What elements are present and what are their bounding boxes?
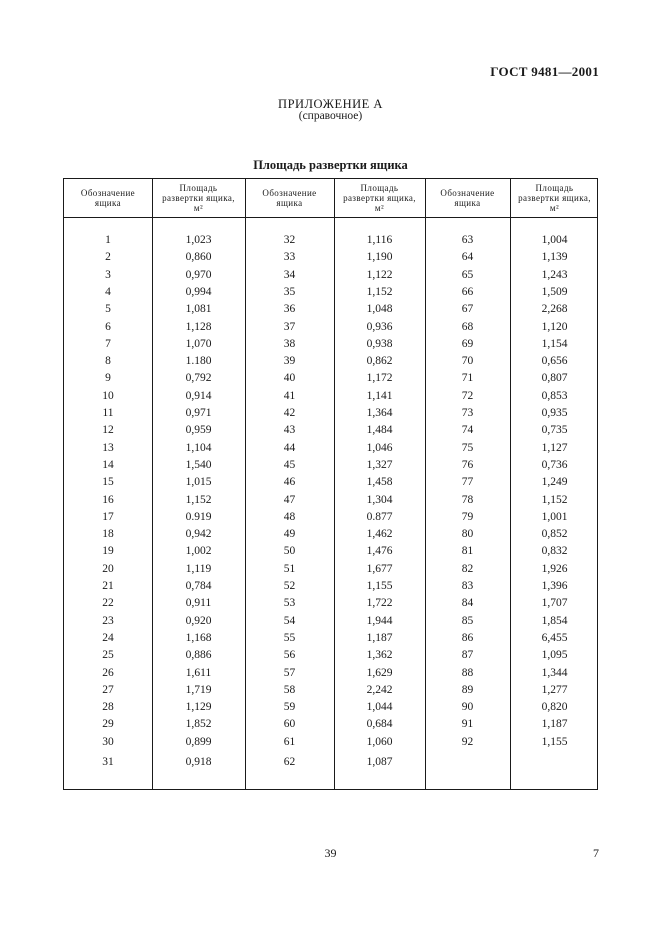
box-designation-cell: 12 xyxy=(102,424,114,437)
box-designation-cell: 77 xyxy=(461,476,474,489)
box-designation-cell: 53 xyxy=(283,597,296,610)
box-designation-cell: 51 xyxy=(283,562,296,575)
box-designation-cell: 90 xyxy=(461,701,474,714)
box-designation-cell: 40 xyxy=(283,372,296,385)
box-designation-cell: 69 xyxy=(461,337,474,350)
box-designation-cell: 76 xyxy=(461,458,474,471)
box-designation-cell: 58 xyxy=(283,683,296,696)
box-designation-cell: 35 xyxy=(283,285,296,298)
box-designation-cell: 85 xyxy=(461,614,474,627)
box-designation-cell: 59 xyxy=(283,701,296,714)
box-area-cell: 1,015 xyxy=(185,476,212,489)
box-designation-cell: 47 xyxy=(283,493,296,506)
box-area-cell: 0,938 xyxy=(366,337,393,350)
page-number: 39 xyxy=(324,846,337,860)
box-area-cell: 1,141 xyxy=(366,389,393,402)
box-area-cell: 0,860 xyxy=(185,251,212,264)
box-designation-cell: 52 xyxy=(283,580,296,592)
box-designation-cell: 61 xyxy=(283,735,296,748)
box-designation-cell: 43 xyxy=(283,424,296,437)
box-designation-cell: 37 xyxy=(283,320,296,333)
box-area-cell: 0,970 xyxy=(185,268,212,281)
box-designation-cell: 83 xyxy=(461,580,474,592)
box-designation-cell: 84 xyxy=(461,597,474,610)
box-area-cell: 2,268 xyxy=(541,303,568,316)
box-area-cell: 1,129 xyxy=(185,701,212,714)
box-area-cell: 1,540 xyxy=(185,458,212,471)
box-area-cell: 0,914 xyxy=(185,389,212,402)
box-designation-cell: 19 xyxy=(102,545,114,558)
box-designation-cell: 28 xyxy=(102,701,114,714)
box-area-cell: 1,462 xyxy=(366,528,393,541)
box-area-cell: 0,736 xyxy=(541,458,568,471)
box-designation-cell: 11 xyxy=(102,407,114,419)
box-designation-cell: 32 xyxy=(283,234,296,246)
box-designation-cell: 18 xyxy=(102,528,114,541)
box-designation-cell: 70 xyxy=(461,355,474,368)
header-box-designation: Обозначение ящика xyxy=(262,188,317,208)
box-designation-cell: 82 xyxy=(461,562,474,575)
box-area-cell: 1,046 xyxy=(366,441,393,454)
box-area-cell: 1,044 xyxy=(366,701,393,714)
box-designation-cell: 9 xyxy=(105,372,111,385)
box-designation-cell: 74 xyxy=(461,424,474,437)
box-designation-cell: 54 xyxy=(283,614,296,627)
box-designation-cell: 39 xyxy=(283,355,296,368)
box-designation-cell: 22 xyxy=(102,597,114,610)
box-area-cell: 1,509 xyxy=(541,285,568,298)
box-designation-cell: 72 xyxy=(461,389,474,402)
box-designation-cell: 38 xyxy=(283,337,296,350)
box-designation-cell: 71 xyxy=(461,372,474,385)
box-designation-cell: 14 xyxy=(102,458,114,471)
box-area-cell: 1,304 xyxy=(366,493,393,506)
box-designation-cell: 63 xyxy=(461,234,474,246)
box-designation-cell: 24 xyxy=(102,631,114,644)
box-designation-cell: 48 xyxy=(283,510,296,523)
sheet-number: 7 xyxy=(593,846,599,860)
box-area-cell: 1,004 xyxy=(541,234,568,246)
box-designation-cell: 33 xyxy=(283,251,296,264)
box-area-cell: 1,484 xyxy=(366,424,393,437)
box-area-cell: 0,971 xyxy=(185,407,212,419)
box-designation-cell: 65 xyxy=(461,268,474,281)
box-designation-cell: 36 xyxy=(283,303,296,316)
box-area-cell: 1,081 xyxy=(185,303,212,316)
header-box-area: Площадь развертки ящика, м² xyxy=(518,183,591,213)
box-area-cell: 1,249 xyxy=(541,476,568,489)
box-area-cell: 1,168 xyxy=(185,631,212,644)
box-designation-cell: 88 xyxy=(461,666,474,679)
box-designation-cell: 3 xyxy=(105,268,111,281)
box-area-cell: 1,116 xyxy=(366,234,393,246)
box-designation-cell: 75 xyxy=(461,441,474,454)
header-box-area: Площадь развертки ящика, м² xyxy=(162,183,235,213)
box-designation-cell: 13 xyxy=(102,441,114,454)
box-area-cell: 0.877 xyxy=(366,510,393,523)
box-area-cell: 0,820 xyxy=(541,701,568,714)
box-area-cell: 1,152 xyxy=(185,493,212,506)
box-designation-cell: 34 xyxy=(283,268,296,281)
box-designation-cell: 21 xyxy=(102,580,114,592)
box-area-cell: 1,187 xyxy=(541,718,568,731)
box-designation-cell: 16 xyxy=(102,493,114,506)
box-area-cell: 1,396 xyxy=(541,580,568,592)
box-area-cell: 1,128 xyxy=(185,320,212,333)
box-area-cell: 1,155 xyxy=(541,735,568,748)
box-designation-cell: 60 xyxy=(283,718,296,731)
box-area-cell: 1,002 xyxy=(185,545,212,558)
box-area-cell: 1,277 xyxy=(541,683,568,696)
box-area-cell: 0,735 xyxy=(541,424,568,437)
box-designation-cell: 44 xyxy=(283,441,296,454)
box-area-cell: 1,926 xyxy=(541,562,568,575)
box-area-cell: 1,243 xyxy=(541,268,568,281)
box-designation-cell: 8 xyxy=(105,355,111,368)
box-area-cell: 1,187 xyxy=(366,631,393,644)
box-area-cell: 0,807 xyxy=(541,372,568,385)
box-designation-cell: 80 xyxy=(461,528,474,541)
box-area-cell: 0,936 xyxy=(366,320,393,333)
box-area-cell: 1,152 xyxy=(541,493,568,506)
annex-title: ПРИЛОЖЕНИЕ А xyxy=(278,97,383,111)
box-area-cell: 1,070 xyxy=(185,337,212,350)
box-designation-cell: 86 xyxy=(461,631,474,644)
header-divider xyxy=(64,217,597,218)
box-designation-cell: 31 xyxy=(102,756,114,768)
box-area-cell: 1,719 xyxy=(185,683,212,696)
box-area-cell: 0,853 xyxy=(541,389,568,402)
box-designation-cell: 57 xyxy=(283,666,296,679)
box-area-cell: 1,154 xyxy=(541,337,568,350)
box-area-cell: 0,994 xyxy=(185,285,212,298)
box-area-cell: 1,190 xyxy=(366,251,393,264)
box-designation-cell: 2 xyxy=(105,251,111,264)
box-area-cell: 1,023 xyxy=(185,234,212,246)
box-area-cell: 1,629 xyxy=(366,666,393,679)
box-area-cell: 0,886 xyxy=(185,649,212,662)
box-designation-cell: 4 xyxy=(105,285,111,298)
box-area-cell: 1,155 xyxy=(366,580,393,592)
box-area-cell: 1,476 xyxy=(366,545,393,558)
box-area-cell: 1,677 xyxy=(366,562,393,575)
box-area-cell: 1.180 xyxy=(185,355,212,368)
box-area-cell: 1,120 xyxy=(541,320,568,333)
box-area-cell: 1,087 xyxy=(366,756,393,768)
box-area-cell: 0,792 xyxy=(185,372,212,385)
box-designation-cell: 29 xyxy=(102,718,114,731)
box-area-cell: 1,095 xyxy=(541,649,568,662)
box-designation-cell: 27 xyxy=(102,683,114,696)
box-designation-cell: 20 xyxy=(102,562,114,575)
box-area-cell: 2,242 xyxy=(366,683,393,696)
box-designation-cell: 73 xyxy=(461,407,474,419)
box-area-cell: 1,611 xyxy=(185,666,212,679)
box-area-cell: 1,122 xyxy=(366,268,393,281)
box-area-cell: 1,707 xyxy=(541,597,568,610)
box-designation-cell: 50 xyxy=(283,545,296,558)
box-area-cell: 1,172 xyxy=(366,372,393,385)
box-area-table xyxy=(63,178,598,790)
box-area-cell: 1,001 xyxy=(541,510,568,523)
box-designation-cell: 49 xyxy=(283,528,296,541)
box-area-cell: 1,362 xyxy=(366,649,393,662)
header-box-designation: Обозначение ящика xyxy=(440,188,495,208)
box-area-cell: 6,455 xyxy=(541,631,568,644)
box-area-cell: 0,784 xyxy=(185,580,212,592)
box-designation-cell: 87 xyxy=(461,649,474,662)
box-designation-cell: 23 xyxy=(102,614,114,627)
box-designation-cell: 68 xyxy=(461,320,474,333)
box-area-cell: 0,832 xyxy=(541,545,568,558)
box-area-cell: 0,911 xyxy=(185,597,212,610)
header-box-designation: Обозначение ящика xyxy=(80,188,136,208)
box-area-cell: 1,127 xyxy=(541,441,568,454)
box-designation-cell: 5 xyxy=(105,303,111,316)
box-designation-cell: 89 xyxy=(461,683,474,696)
box-area-cell: 1,119 xyxy=(185,562,212,575)
box-area-cell: 1,327 xyxy=(366,458,393,471)
box-area-cell: 1,048 xyxy=(366,303,393,316)
box-area-cell: 0,959 xyxy=(185,424,212,437)
table-title: Площадь развертки ящика xyxy=(253,158,408,172)
box-designation-cell: 7 xyxy=(105,337,111,350)
box-area-cell: 1,139 xyxy=(541,251,568,264)
box-area-cell: 0,862 xyxy=(366,355,393,368)
box-designation-cell: 55 xyxy=(283,631,296,644)
box-designation-cell: 6 xyxy=(105,320,111,333)
box-designation-cell: 66 xyxy=(461,285,474,298)
box-area-cell: 0,935 xyxy=(541,407,568,419)
box-area-cell: 1,852 xyxy=(185,718,212,731)
box-designation-cell: 78 xyxy=(461,493,474,506)
document-code: ГОСТ 9481—2001 xyxy=(490,64,599,79)
box-designation-cell: 30 xyxy=(102,735,114,748)
box-designation-cell: 25 xyxy=(102,649,114,662)
box-area-cell: 1,944 xyxy=(366,614,393,627)
box-area-cell: 1,854 xyxy=(541,614,568,627)
box-designation-cell: 15 xyxy=(102,476,114,489)
box-area-cell: 1,152 xyxy=(366,285,393,298)
box-area-cell: 0,920 xyxy=(185,614,212,627)
box-designation-cell: 26 xyxy=(102,666,114,679)
box-designation-cell: 91 xyxy=(461,718,474,731)
annex-type: (справочное) xyxy=(298,110,363,122)
box-designation-cell: 92 xyxy=(461,735,474,748)
box-area-cell: 1,458 xyxy=(366,476,393,489)
box-designation-cell: 79 xyxy=(461,510,474,523)
box-designation-cell: 46 xyxy=(283,476,296,489)
box-designation-cell: 62 xyxy=(283,756,296,768)
box-designation-cell: 17 xyxy=(102,510,114,523)
box-designation-cell: 41 xyxy=(283,389,296,402)
box-designation-cell: 64 xyxy=(461,251,474,264)
box-area-cell: 1,104 xyxy=(185,441,212,454)
box-area-cell: 0,684 xyxy=(366,718,393,731)
box-area-cell: 0,656 xyxy=(541,355,568,368)
box-area-cell: 0,899 xyxy=(185,735,212,748)
box-area-cell: 1,344 xyxy=(541,666,568,679)
box-designation-cell: 10 xyxy=(102,389,114,402)
box-designation-cell: 45 xyxy=(283,458,296,471)
box-designation-cell: 1 xyxy=(105,234,111,246)
box-area-cell: 0,852 xyxy=(541,528,568,541)
box-area-cell: 1,722 xyxy=(366,597,393,610)
box-area-cell: 1,364 xyxy=(366,407,393,419)
box-area-cell: 0.919 xyxy=(185,510,212,523)
box-designation-cell: 67 xyxy=(461,303,474,316)
box-area-cell: 0,918 xyxy=(185,756,212,768)
header-box-area: Площадь развертки ящика, м² xyxy=(343,183,416,213)
box-designation-cell: 42 xyxy=(283,407,296,419)
box-area-cell: 1,060 xyxy=(366,735,393,748)
box-designation-cell: 81 xyxy=(461,545,474,558)
box-area-cell: 0,942 xyxy=(185,528,212,541)
box-designation-cell: 56 xyxy=(283,649,296,662)
